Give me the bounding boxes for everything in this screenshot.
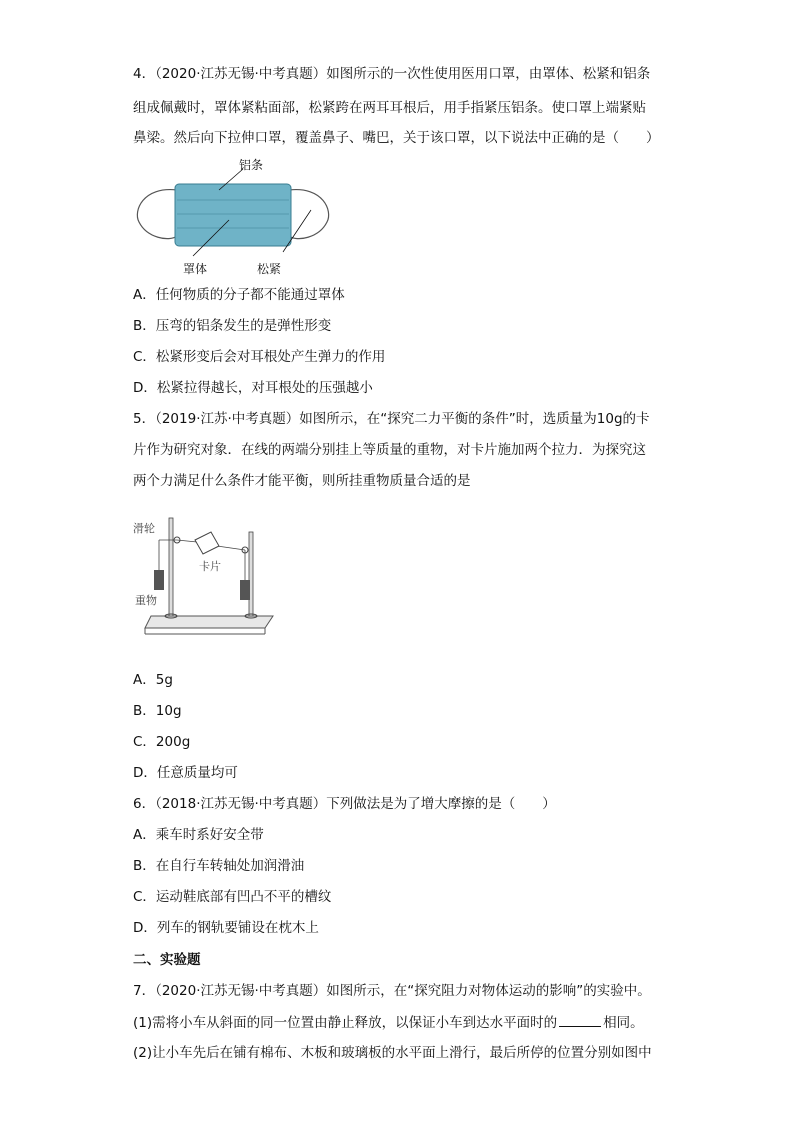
label-elastic: 松紧 [257, 262, 282, 276]
label-pulley: 滑轮 [133, 522, 155, 535]
q7-answer-blank[interactable] [559, 1012, 601, 1027]
q4-option-b[interactable]: B．压弯的铝条发生的是弹性形变 [133, 318, 332, 334]
q5-option-c[interactable]: C．200g [133, 734, 191, 750]
q5-option-d[interactable]: D．任意质量均可 [133, 765, 238, 781]
label-card: 卡片 [199, 560, 221, 573]
mask-illustration [133, 156, 333, 278]
q4-option-c[interactable]: C．松紧形变后会对耳根处产生弹力的作用 [133, 349, 386, 365]
q6-option-d[interactable]: D．列车的钢轨要铺设在枕木上 [133, 920, 319, 936]
balance-apparatus-illustration [133, 510, 283, 640]
q5-text-line2: 片作为研究对象．在线的两端分别挂上等质量的重物，对卡片施加两个拉力．为探究这 [133, 442, 646, 458]
q6-text-line1: 6．（2018·江苏无锡·中考真题）下列做法是为了增大摩擦的是（ ） [133, 796, 556, 812]
q6-option-a[interactable]: A．乘车时系好安全带 [133, 827, 264, 843]
q5-text-line1: 5．（2019·江苏·中考真题）如图所示，在“探究二力平衡的条件”时，选质量为10g的卡 [133, 411, 650, 427]
q4-text-line1: 4．（2020·江苏无锡·中考真题）如图所示的一次性使用医用口罩，由罩体、松紧和铝条 [133, 66, 651, 82]
q7-text-line3: (2)让小车先后在铺有棉布、木板和玻璃板的水平面上滑行，最后所停的位置分别如图中 [133, 1045, 652, 1061]
q5-option-a[interactable]: A．5g [133, 672, 173, 688]
label-mask-body: 罩体 [183, 262, 208, 276]
q4-text-line3: 鼻梁。然后向下拉伸口罩，覆盖鼻子、嘴巴，关于该口罩，以下说法中正确的是（ ） [133, 130, 660, 146]
q6-option-b[interactable]: B．在自行车转轴处加润滑油 [133, 858, 305, 874]
q7-part1-text: (1)需将小车从斜面的同一位置由静止释放，以保证小车到达水平面时的 [133, 1015, 558, 1031]
q6-option-c[interactable]: C．运动鞋底部有凹凸不平的槽纹 [133, 889, 332, 905]
label-aluminum-strip: 铝条 [239, 158, 264, 172]
q4-option-d[interactable]: D．松紧拉得越长，对耳根处的压强越小 [133, 380, 373, 396]
q5-text-line3: 两个力满足什么条件才能平衡，则所挂重物质量合适的是 [133, 473, 471, 489]
q7-part1-end: 相同。 [603, 1015, 644, 1031]
q7-text-line1: 7．（2020·江苏无锡·中考真题）如图所示，在“探究阻力对物体运动的影响”的实验中。 [133, 983, 651, 999]
q5-option-b[interactable]: B．10g [133, 703, 182, 719]
q7-text-line2 [133, 1012, 644, 1033]
label-weight: 重物 [135, 594, 157, 607]
q4-option-a[interactable]: A．任何物质的分子都不能通过罩体 [133, 287, 345, 303]
section-experiment-title: 二、实验题 [133, 952, 201, 968]
mask-figure [133, 156, 333, 278]
two-force-balance-figure [133, 510, 283, 640]
q4-text-line2: 组成佩戴时，罩体紧粘面部，松紧跨在两耳耳根后，用手指紧压铝条。使口罩上端紧贴 [133, 100, 646, 116]
